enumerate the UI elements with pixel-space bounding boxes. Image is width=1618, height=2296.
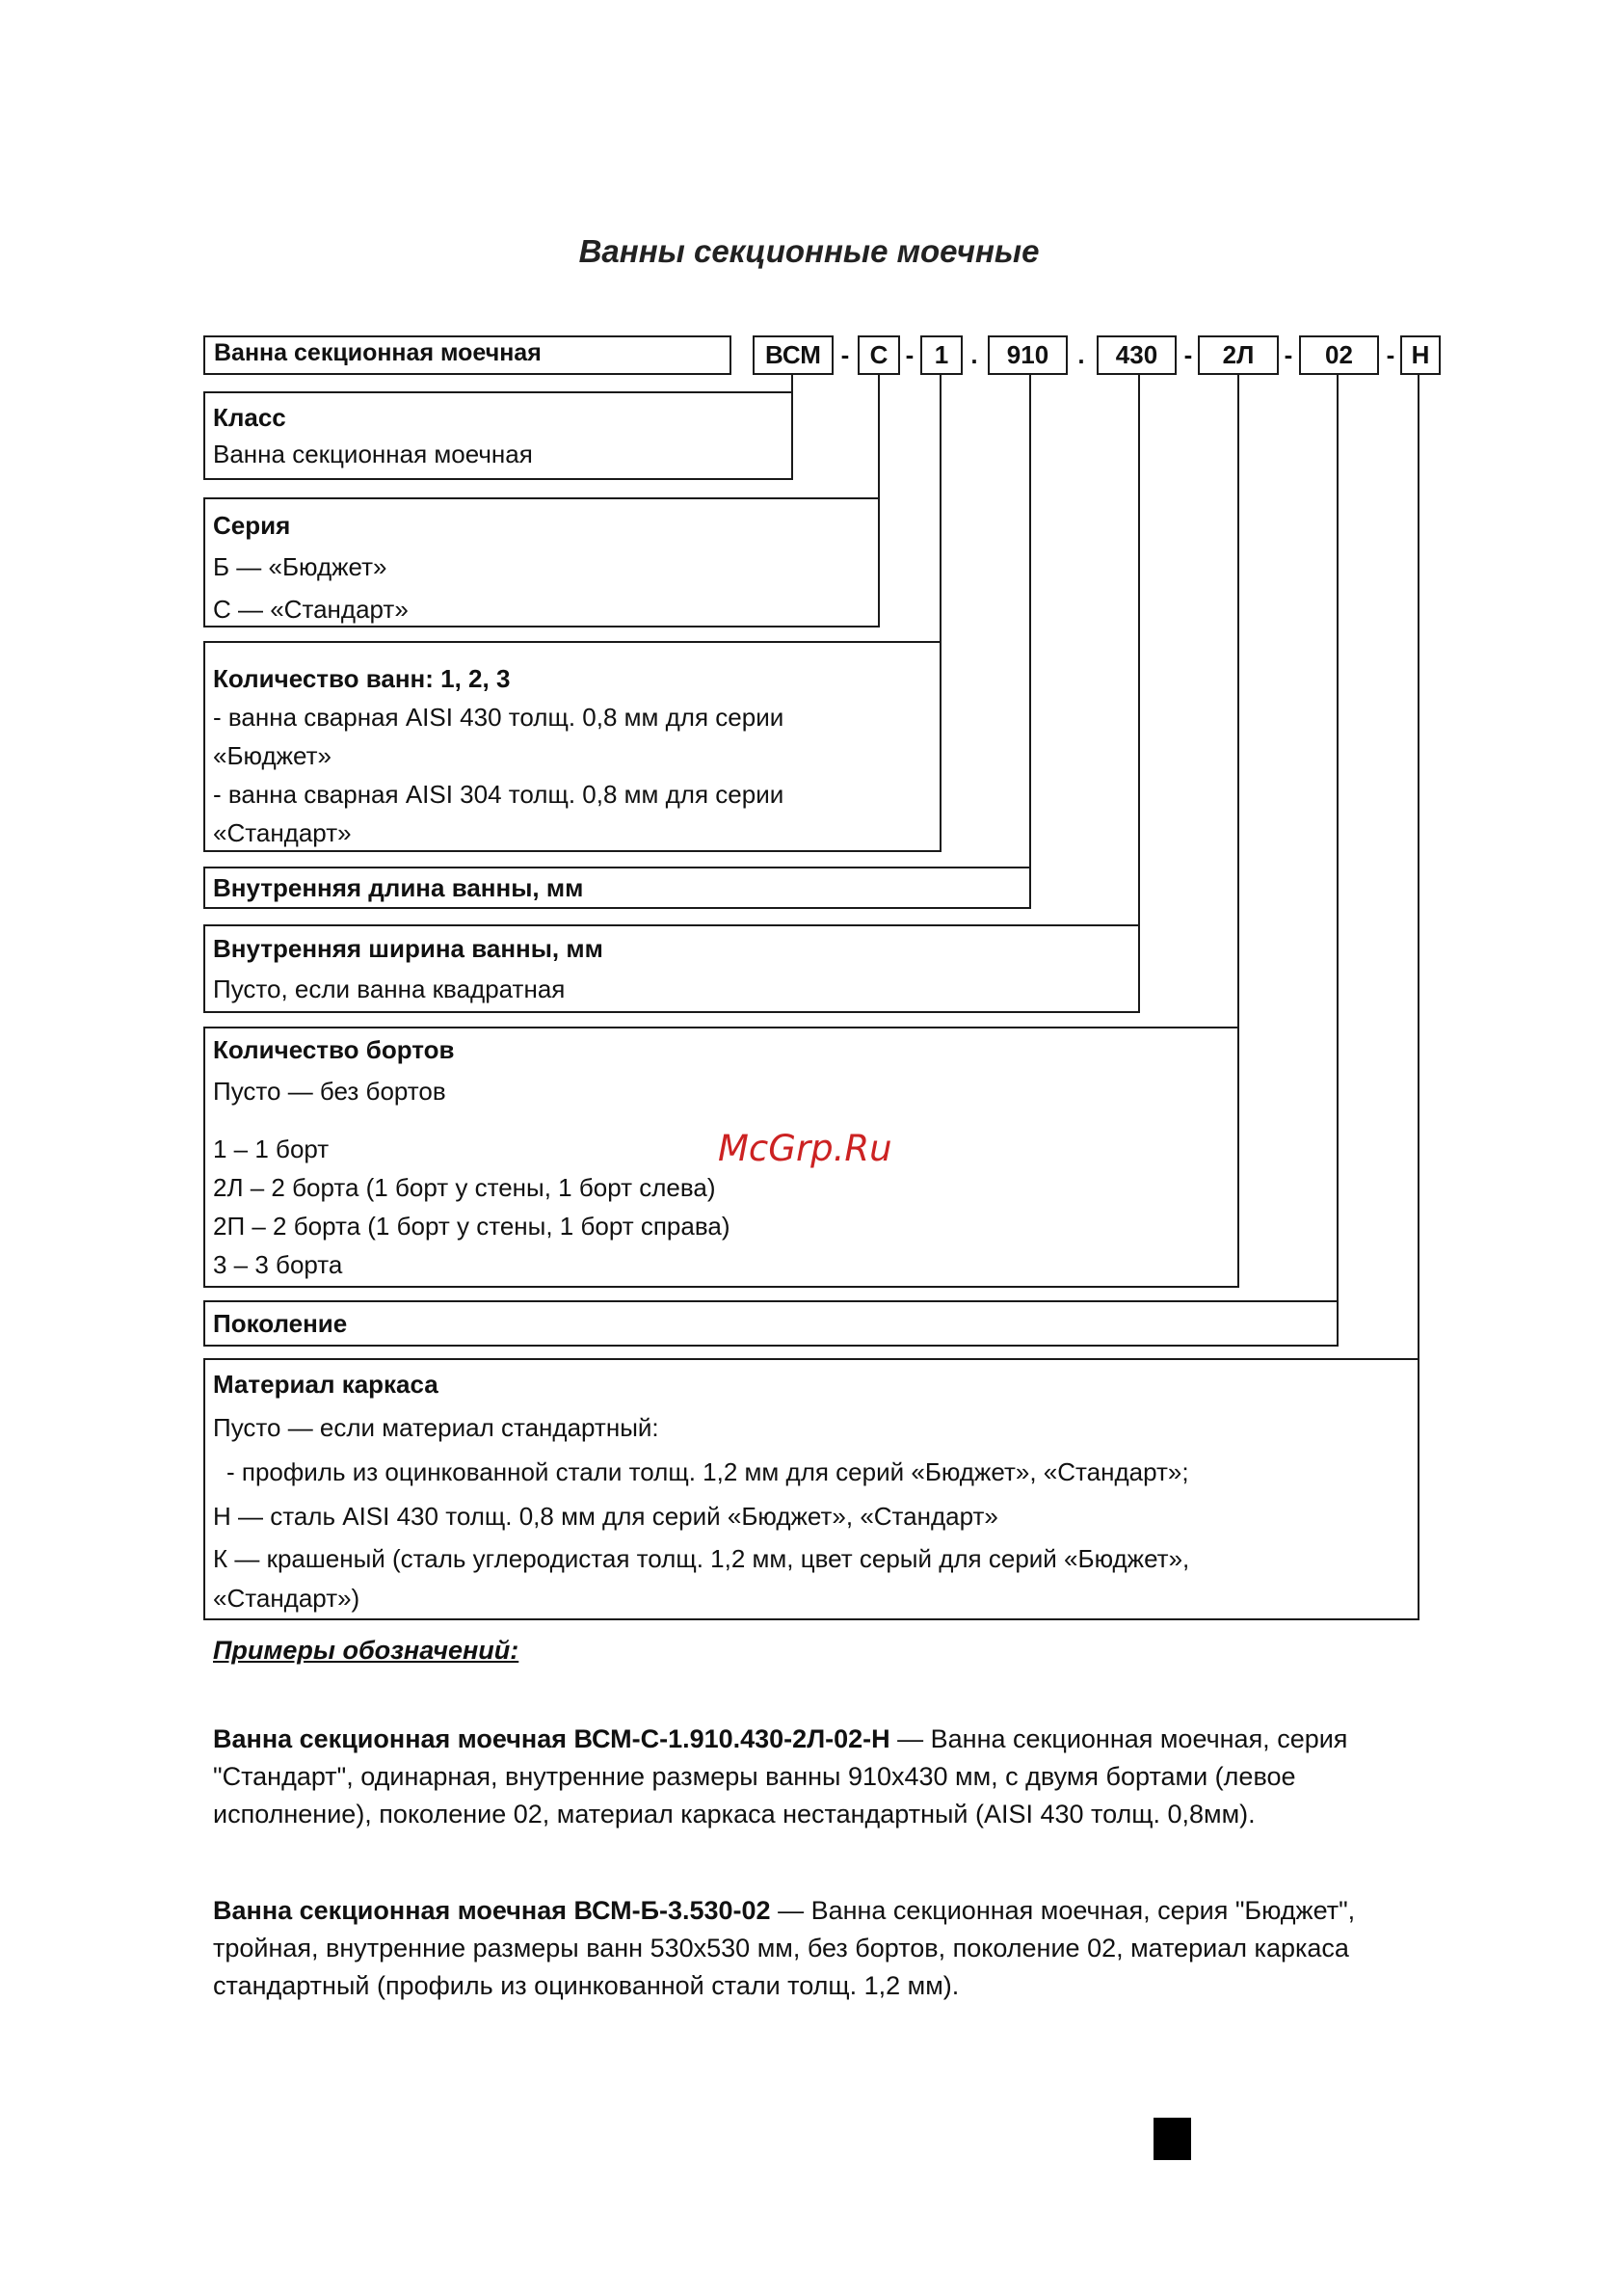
section-heading: Количество ванн: 1, 2, 3: [213, 664, 511, 693]
code-separator: -: [1284, 340, 1293, 369]
section-line: 1 – 1 борт: [213, 1135, 330, 1163]
section-series: [203, 497, 880, 627]
section-line: Н — сталь AISI 430 толщ. 0,8 мм для серий «Бюджет», «Стандарт»: [213, 1502, 998, 1531]
example-description: — Ванна секционная моечная, серия "Бюджет", тройная, внутренние размеры ванн 530х530 мм, без бортов, поколение 02, материал каркаса стандартный (профиль из оцинкованной стали толщ. 1,2 мм).: [213, 1896, 1356, 2000]
page-title: Ванны секционные моечные: [578, 233, 1040, 269]
section-line: Пусто — если материал стандартный:: [213, 1413, 659, 1442]
connector-line: [940, 375, 942, 643]
section-line: - профиль из оцинкованной стали толщ. 1,2 мм для серий «Бюджет», «Стандарт»;: [226, 1457, 1189, 1486]
section-line: «Стандарт»: [213, 818, 352, 847]
example-designation: Ванна секционная моечная ВСМ-С-1.910.430-2Л-02-Н: [213, 1724, 890, 1753]
connector-line: [1337, 375, 1339, 1302]
example-paragraph: [213, 1721, 1446, 1833]
page-marker: [1154, 2118, 1191, 2160]
example-description: — Ванна секционная моечная, серия "Стандарт", одинарная, внутренние размеры ванны 910х430 мм, с двумя бортами (левое исполнение), поколение 02, материал каркаса нестандартный (AISI 430 толщ. 0,8мм).: [213, 1724, 1348, 1829]
connector-line: [1029, 375, 1031, 868]
watermark: McGrp.Ru: [718, 1128, 892, 1169]
code-separator: -: [840, 340, 850, 369]
section-class: [203, 391, 793, 480]
section-heading: Поколение: [213, 1309, 348, 1338]
section-heading: Внутренняя длина ванны, мм: [213, 873, 584, 902]
section-line: С — «Стандарт»: [213, 595, 409, 624]
section-inner-length: [203, 867, 1031, 909]
section-line: 3 – 3 борта: [213, 1250, 343, 1279]
examples-title: Примеры обозначений:: [213, 1636, 519, 1665]
code-separator: -: [905, 340, 915, 369]
section-line: К — крашеный (сталь углеродистая толщ. 1,2 мм, цвет серый для серий «Бюджет»,: [213, 1544, 1190, 1573]
section-bath-count: [203, 641, 942, 852]
section-line: «Стандарт»): [213, 1584, 360, 1613]
section-line: Пусто — без бортов: [213, 1077, 446, 1106]
section-heading: Класс: [213, 403, 286, 432]
section-line: «Бюджет»: [213, 741, 332, 770]
code-box-count: 1: [920, 335, 963, 375]
section-heading: Материал каркаса: [213, 1370, 438, 1399]
example-designation: Ванна секционная моечная ВСМ-Б-3.530-02: [213, 1896, 771, 1925]
section-line: 2Л – 2 борта (1 борт у стены, 1 борт слева): [213, 1173, 716, 1202]
code-separator: -: [1386, 340, 1395, 369]
code-box-width: 430: [1097, 335, 1177, 375]
section-line: Б — «Бюджет»: [213, 552, 387, 581]
section-line: - ванна сварная AISI 430 толщ. 0,8 мм для серии: [213, 703, 784, 732]
code-box-frame-material: Н: [1400, 335, 1441, 375]
section-heading: Внутренняя ширина ванны, мм: [213, 934, 603, 963]
connector-line: [878, 375, 880, 499]
designation-name-label: Ванна секционная моечная: [203, 335, 731, 375]
code-separator: -: [1183, 340, 1193, 369]
connector-line: [1418, 375, 1419, 1360]
code-box-length: 910: [988, 335, 1068, 375]
section-heading: Серия: [213, 511, 291, 540]
code-box-sides: 2Л: [1198, 335, 1279, 375]
section-generation: [203, 1300, 1339, 1347]
section-line: 2П – 2 борта (1 борт у стены, 1 борт справа): [213, 1212, 730, 1241]
section-inner-width: [203, 924, 1140, 1013]
connector-line: [1138, 375, 1140, 926]
code-separator: .: [1077, 340, 1085, 369]
code-separator: .: [970, 340, 978, 369]
example-paragraph: [213, 1892, 1446, 2005]
code-box-series: С: [858, 335, 900, 375]
code-box-generation: 02: [1299, 335, 1379, 375]
section-frame-material: [203, 1358, 1419, 1620]
section-line: Ванна секционная моечная: [213, 440, 533, 468]
section-line: - ванна сварная AISI 304 толщ. 0,8 мм для серии: [213, 780, 784, 809]
connector-line: [1237, 375, 1239, 1028]
section-line: Пусто, если ванна квадратная: [213, 974, 566, 1003]
code-box-class: ВСМ: [753, 335, 834, 375]
section-heading: Количество бортов: [213, 1035, 455, 1064]
